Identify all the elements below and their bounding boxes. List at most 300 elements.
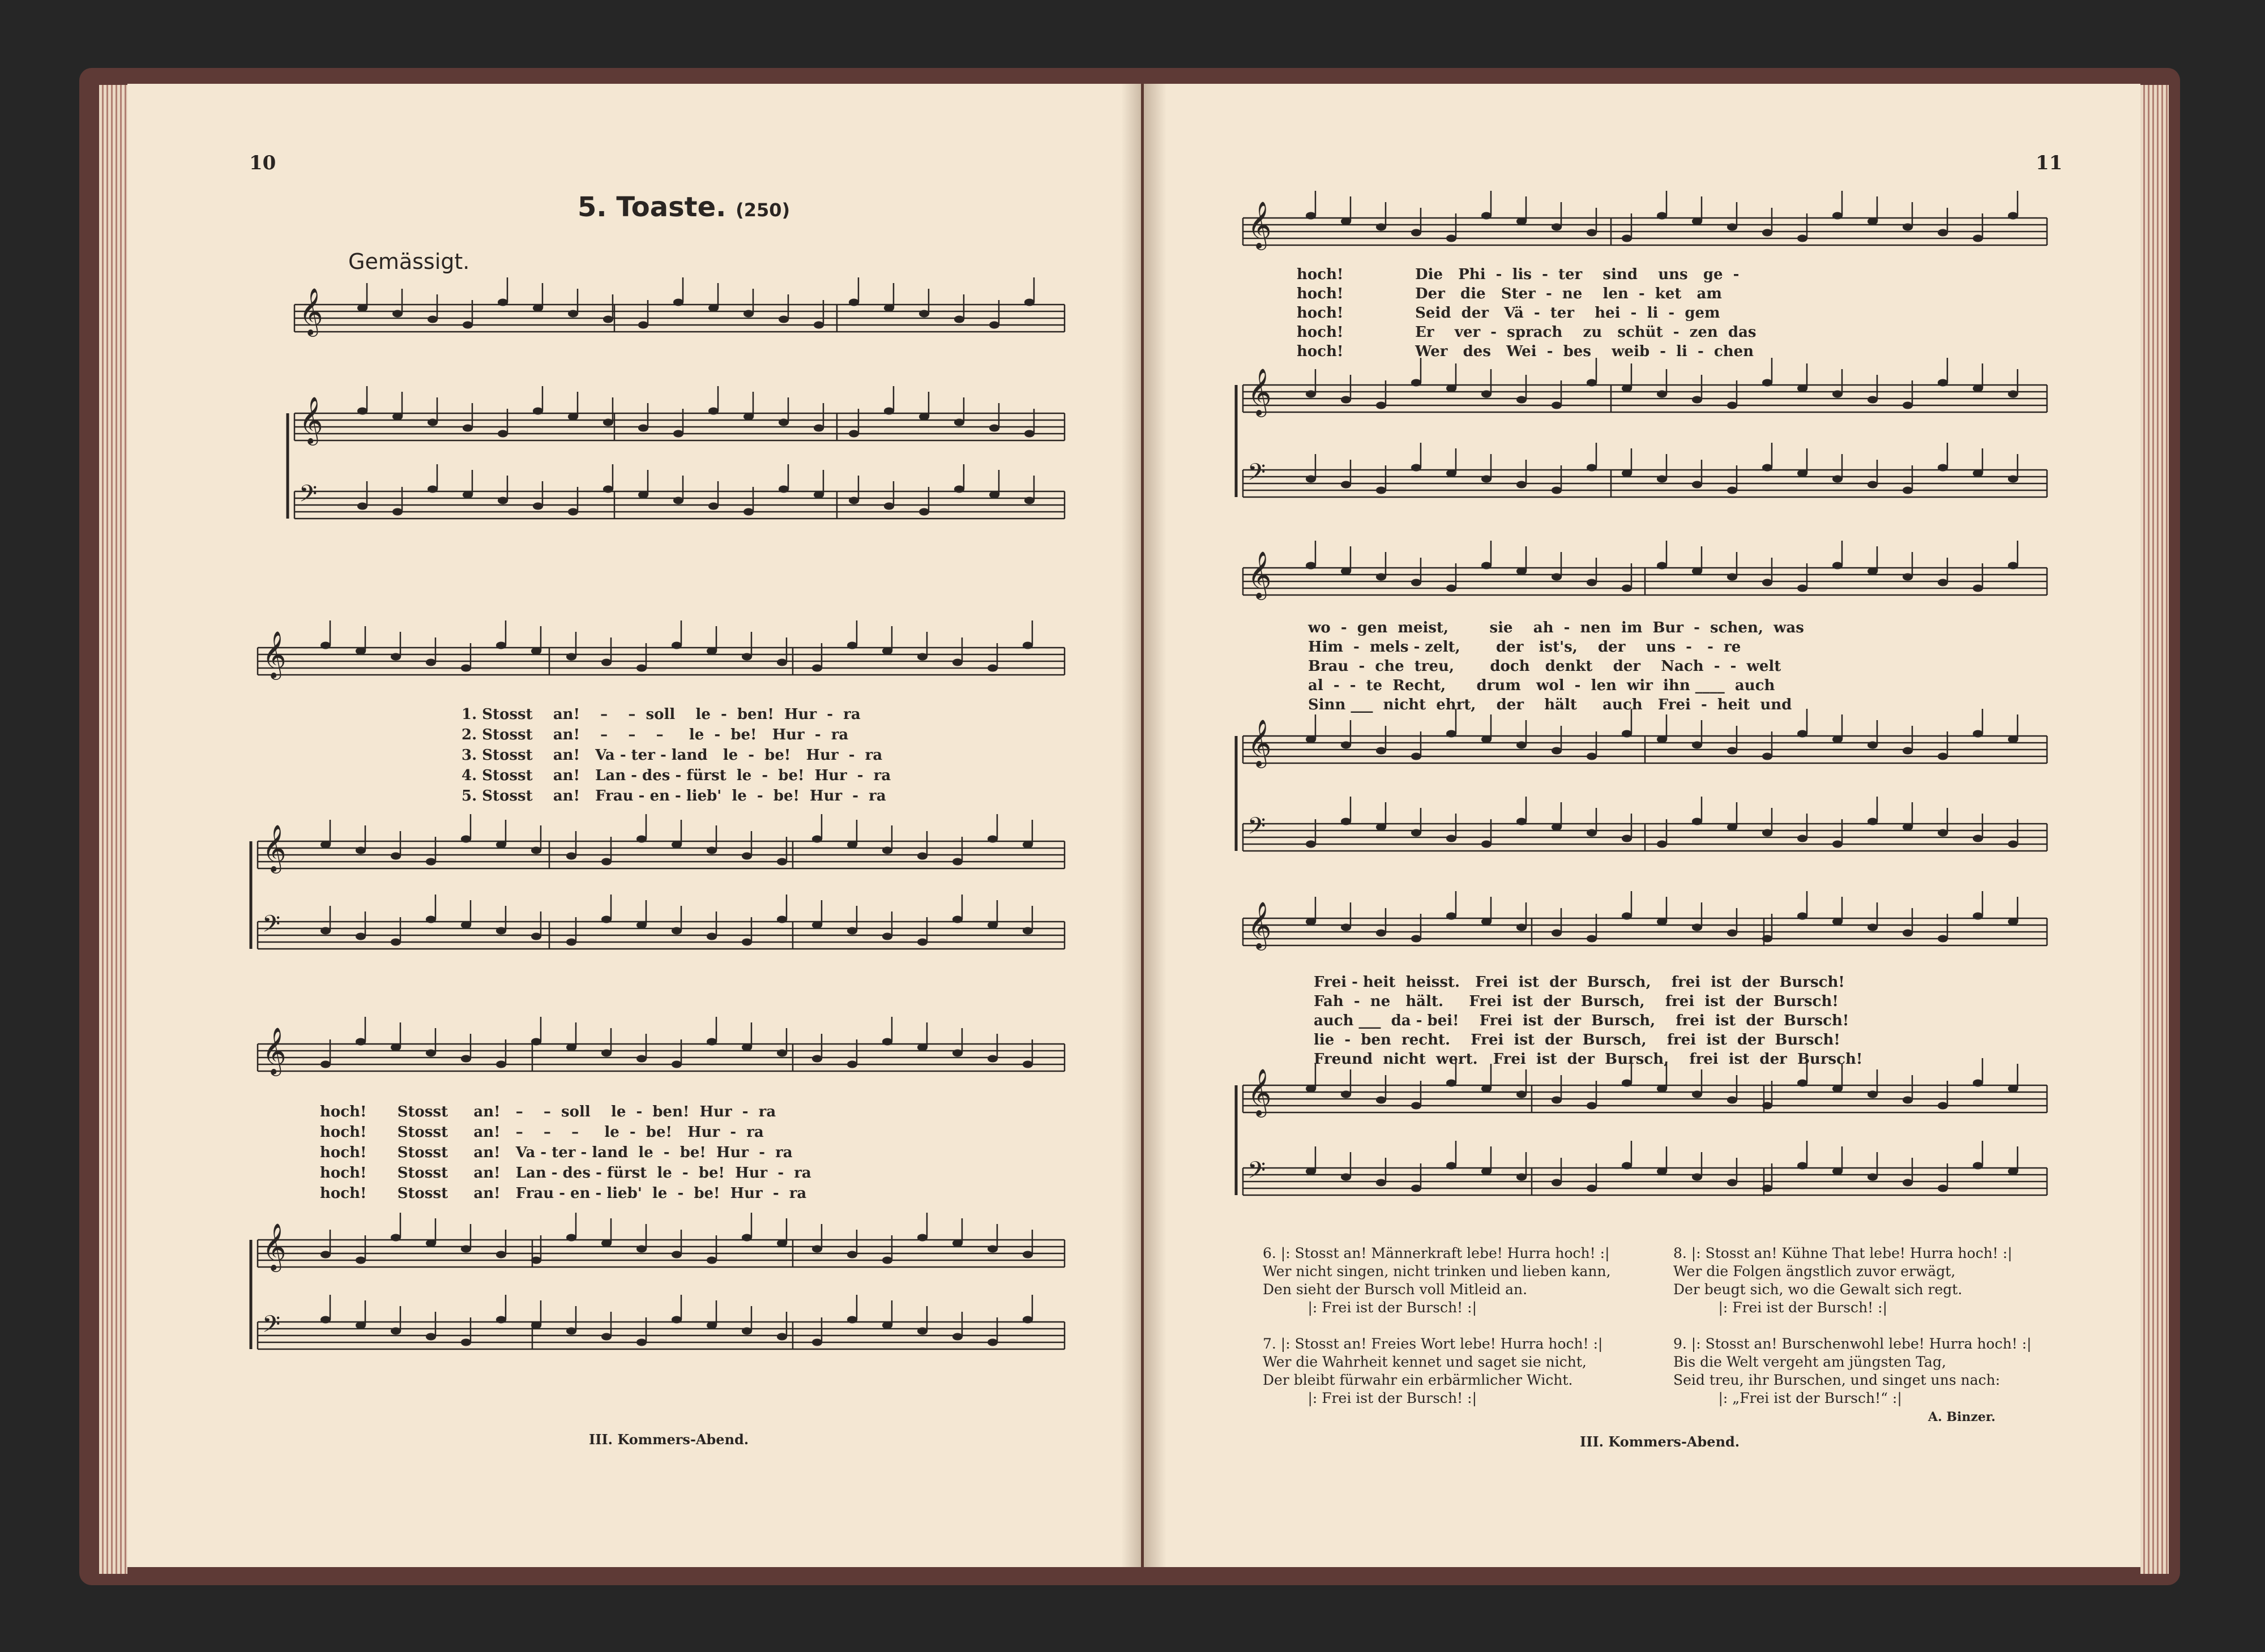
note-head <box>392 310 403 318</box>
song-title-number: (250) <box>736 199 790 221</box>
note-head <box>1516 568 1527 575</box>
note-head <box>1832 562 1843 570</box>
lyric-line: Frei - heit heisst. Frei ist der Bursch, frei ist der Bursch! <box>1314 974 1845 991</box>
note-head <box>1867 924 1878 931</box>
note-head <box>1727 747 1737 755</box>
note-head <box>1797 235 1807 242</box>
note-head <box>1762 1185 1772 1192</box>
note-head <box>1516 818 1527 825</box>
note-head <box>1481 476 1492 483</box>
note-head <box>952 1333 963 1341</box>
note-head <box>356 1322 366 1329</box>
note-head <box>1481 562 1492 570</box>
note-head <box>426 1333 436 1341</box>
note-head <box>496 1316 506 1324</box>
note-head <box>1622 1162 1632 1170</box>
note-head <box>531 648 541 655</box>
note-head <box>1938 229 1948 237</box>
note-head <box>638 491 648 499</box>
treble-clef-icon: 𝄞 <box>1247 200 1272 248</box>
treble-clef-icon: 𝄞 <box>262 630 287 678</box>
note-head <box>1657 562 1667 570</box>
note-head <box>392 508 403 516</box>
note-head <box>1411 579 1421 587</box>
note-head <box>1692 218 1702 225</box>
note-head <box>1587 1185 1597 1192</box>
note-head <box>461 922 471 929</box>
note-head <box>1376 747 1386 755</box>
note-head <box>1376 224 1386 231</box>
note-head <box>1973 235 1983 242</box>
note-head <box>1306 841 1316 848</box>
note-head <box>496 841 506 849</box>
note-head <box>568 508 578 516</box>
note-head <box>426 916 436 923</box>
note-head <box>496 1251 506 1259</box>
note-head <box>989 322 999 329</box>
note-head <box>814 491 824 499</box>
note-head <box>1692 924 1702 931</box>
note-head <box>498 299 508 306</box>
note-head <box>428 419 438 426</box>
note-head <box>777 1050 787 1057</box>
note-head <box>1341 1091 1351 1098</box>
note-head <box>1762 579 1772 587</box>
note-head <box>463 491 473 499</box>
note-head <box>2008 476 2018 483</box>
song-title-text: 5. Toaste. <box>578 191 726 223</box>
note-head <box>357 408 367 415</box>
note-head <box>672 927 682 935</box>
bass-clef-icon: 𝄢 <box>262 1311 281 1343</box>
note-head <box>1516 396 1527 404</box>
note-head <box>2008 918 2018 926</box>
note-head <box>1832 841 1843 848</box>
note-head <box>849 497 859 504</box>
note-head <box>601 659 612 666</box>
note-head <box>1587 753 1597 760</box>
note-head <box>742 939 752 946</box>
note-head <box>917 939 928 946</box>
note-head <box>988 1055 998 1063</box>
note-head <box>882 1038 892 1046</box>
note-head <box>496 927 506 935</box>
note-head <box>1341 818 1351 825</box>
note-head <box>812 665 822 672</box>
note-head <box>1938 379 1948 387</box>
note-head <box>1552 224 1562 231</box>
note-head <box>568 413 578 421</box>
note-head <box>707 1038 717 1046</box>
note-head <box>1797 913 1807 920</box>
note-head <box>1797 835 1807 842</box>
note-head <box>1903 1097 1913 1104</box>
note-head <box>1973 470 1983 477</box>
note-head <box>1552 1097 1562 1104</box>
note-head <box>673 430 683 438</box>
note-head <box>1657 1085 1667 1093</box>
lyric-line: Freund nicht wert. Frei ist der Bursch, frei ist der Bursch! <box>1314 1051 1863 1068</box>
note-head <box>917 1328 928 1335</box>
note-head <box>777 1333 787 1341</box>
note-head <box>1376 487 1386 494</box>
note-head <box>1973 835 1983 842</box>
note-head <box>603 316 613 323</box>
note-head <box>989 425 999 432</box>
lyric-line: hoch! Er ver - sprach zu schüt - zen das <box>1297 324 1757 341</box>
verse-line: Der beugt sich, wo die Gewalt sich regt. <box>1673 1281 1963 1298</box>
note-head <box>636 836 647 843</box>
verse-line: 9. |: Stosst an! Burschenwohl lebe! Hurra hoch! :| <box>1673 1336 2032 1352</box>
note-head <box>1762 379 1772 387</box>
note-head <box>814 322 824 329</box>
note-head <box>533 503 543 510</box>
note-head <box>1973 913 1983 920</box>
note-head <box>1903 487 1913 494</box>
note-head <box>1446 835 1456 842</box>
note-head <box>1762 935 1772 943</box>
note-head <box>812 1246 822 1253</box>
note-head <box>1903 224 1913 231</box>
note-head <box>1797 470 1807 477</box>
lyric-line: hoch! Stosst an! Frau - en - lieb' le - be! Hur - ra <box>320 1185 807 1202</box>
note-head <box>391 1328 401 1335</box>
note-head <box>1867 396 1878 404</box>
note-head <box>463 322 473 329</box>
note-head <box>496 1061 506 1068</box>
note-head <box>742 853 752 860</box>
note-head <box>743 508 754 516</box>
note-head <box>672 642 682 649</box>
treble-clef-icon: 𝄞 <box>1247 718 1272 766</box>
note-head <box>988 1246 998 1253</box>
note-head <box>847 841 857 849</box>
note-head <box>1903 574 1913 581</box>
note-head <box>988 665 998 672</box>
note-head <box>601 916 612 923</box>
note-head <box>673 497 683 504</box>
note-head <box>1552 402 1562 409</box>
note-head <box>533 305 543 312</box>
treble-clef-icon: 𝄞 <box>262 1026 287 1074</box>
note-head <box>672 841 682 849</box>
note-head <box>1903 824 1913 831</box>
note-head <box>1516 1091 1527 1098</box>
note-head <box>1657 212 1667 220</box>
note-head <box>1516 1174 1527 1181</box>
note-head <box>2008 736 2018 743</box>
note-head <box>707 648 717 655</box>
note-head <box>1552 930 1562 937</box>
note-head <box>1411 753 1421 760</box>
note-head <box>1341 481 1351 489</box>
note-head <box>1481 1085 1492 1093</box>
note-head <box>1797 385 1807 392</box>
treble-clef-icon: 𝄞 <box>299 287 323 335</box>
note-head <box>884 503 894 510</box>
note-head <box>1762 1102 1772 1110</box>
note-head <box>1587 829 1597 837</box>
note-head <box>391 1044 401 1051</box>
bass-clef-icon: 𝄢 <box>1247 812 1266 845</box>
note-head <box>919 413 929 421</box>
verse-line: Bis die Welt vergeht am jüngsten Tag, <box>1673 1354 1946 1370</box>
note-head <box>882 1322 892 1329</box>
note-head <box>812 1055 822 1063</box>
note-head <box>320 1251 331 1259</box>
note-head <box>636 922 647 929</box>
note-head <box>882 1257 892 1264</box>
note-head <box>1306 476 1316 483</box>
note-head <box>1481 918 1492 926</box>
note-head <box>1587 379 1597 387</box>
note-head <box>1411 935 1421 943</box>
note-head <box>1622 1080 1632 1087</box>
note-head <box>461 1339 471 1346</box>
note-head <box>463 425 473 432</box>
note-head <box>391 1234 401 1242</box>
note-head <box>1341 1174 1351 1181</box>
note-head <box>356 648 366 655</box>
note-head <box>1762 464 1772 472</box>
note-head <box>1727 824 1737 831</box>
note-head <box>812 836 822 843</box>
lyric-line: Fah - ne hält. Frei ist der Bursch, frei ist der Bursch! <box>1314 993 1839 1010</box>
note-head <box>1622 913 1632 920</box>
note-head <box>531 1257 541 1264</box>
note-head <box>1024 430 1035 438</box>
note-head <box>1832 212 1843 220</box>
note-head <box>1903 930 1913 937</box>
note-head <box>1938 753 1948 760</box>
verse-line: |: Frei ist der Bursch! :| <box>1673 1299 1888 1316</box>
note-head <box>1306 562 1316 570</box>
note-head <box>356 847 366 854</box>
lyric-line: Him - mels - zelt, der ist's, der uns - - re <box>1308 639 1741 656</box>
lyric-line: hoch! Stosst an! – – soll le - ben! Hur - ra <box>320 1103 776 1120</box>
note-head <box>2008 212 2018 220</box>
note-head <box>742 653 752 661</box>
note-head <box>1552 574 1562 581</box>
verse-line: Wer nicht singen, nicht trinken und lieben kann, <box>1263 1263 1611 1279</box>
note-head <box>919 310 929 318</box>
note-head <box>1903 402 1913 409</box>
note-head <box>1727 1097 1737 1104</box>
note-head <box>1516 742 1527 749</box>
note-head <box>1341 742 1351 749</box>
note-head <box>1306 391 1316 398</box>
verse-line: Wer die Wahrheit kennet und saget sie nicht, <box>1263 1354 1587 1370</box>
note-head <box>1411 464 1421 472</box>
note-head <box>672 1316 682 1324</box>
note-head <box>1797 1162 1807 1170</box>
note-head <box>568 310 578 318</box>
note-head <box>1516 481 1527 489</box>
note-head <box>988 922 998 929</box>
lyric-line: lie - ben recht. Frei ist der Bursch, frei ist der Bursch! <box>1314 1032 1840 1048</box>
note-head <box>498 497 508 504</box>
lyric-line: hoch! Seid der Vä - ter hei - li - gem <box>1297 305 1720 322</box>
note-head <box>426 1050 436 1057</box>
note-head <box>496 642 506 649</box>
note-head <box>708 408 719 415</box>
note-head <box>320 841 331 849</box>
note-head <box>779 316 789 323</box>
note-head <box>1832 1085 1843 1093</box>
note-head <box>1411 829 1421 837</box>
note-head <box>1622 385 1632 392</box>
note-head <box>1692 568 1702 575</box>
note-head <box>1023 1061 1033 1068</box>
note-head <box>1657 736 1667 743</box>
note-head <box>1341 924 1351 931</box>
note-head <box>1622 730 1632 738</box>
note-head <box>1832 1168 1843 1175</box>
note-head <box>1692 1174 1702 1181</box>
note-head <box>989 491 999 499</box>
note-head <box>1516 924 1527 931</box>
note-head <box>1867 218 1878 225</box>
note-head <box>461 665 471 672</box>
note-head <box>1446 385 1456 392</box>
note-head <box>531 1038 541 1046</box>
note-head <box>1867 1091 1878 1098</box>
treble-clef-icon: 𝄞 <box>1247 367 1272 415</box>
note-head <box>601 1240 612 1247</box>
note-head <box>1446 470 1456 477</box>
note-head <box>1587 229 1597 237</box>
note-head <box>847 927 857 935</box>
note-head <box>1481 212 1492 220</box>
note-head <box>426 1240 436 1247</box>
note-head <box>743 310 754 318</box>
note-head <box>1657 841 1667 848</box>
note-head <box>2008 562 2018 570</box>
note-head <box>1938 579 1948 587</box>
note-head <box>356 933 366 940</box>
note-head <box>320 1061 331 1068</box>
note-head <box>1832 391 1843 398</box>
note-head <box>1692 818 1702 825</box>
note-head <box>1341 218 1351 225</box>
note-head <box>708 305 719 312</box>
note-head <box>391 939 401 946</box>
note-head <box>1797 585 1807 592</box>
note-head <box>2008 1085 2018 1093</box>
bass-clef-icon: 𝄢 <box>1247 1157 1266 1189</box>
note-head <box>1306 918 1316 926</box>
note-head <box>1376 402 1386 409</box>
page-footer-right: III. Kommers-Abend. <box>1580 1433 1740 1450</box>
note-head <box>1446 913 1456 920</box>
verse-line <box>1673 1317 2032 1335</box>
note-head <box>1692 481 1702 489</box>
note-head <box>917 653 928 661</box>
note-head <box>566 653 576 661</box>
note-head <box>1657 1168 1667 1175</box>
note-head <box>603 486 613 493</box>
note-head <box>1481 841 1492 848</box>
note-head <box>1903 747 1913 755</box>
note-head <box>356 1038 366 1046</box>
note-head <box>812 922 822 929</box>
verse-line: 7. |: Stosst an! Freies Wort lebe! Hurra hoch! :| <box>1263 1336 1603 1352</box>
note-head <box>1481 1168 1492 1175</box>
note-head <box>1657 391 1667 398</box>
note-head <box>1411 1102 1421 1110</box>
note-head <box>742 1328 752 1335</box>
note-head <box>1938 1102 1948 1110</box>
note-head <box>1762 753 1772 760</box>
note-head <box>1657 476 1667 483</box>
note-head <box>882 847 892 854</box>
note-head <box>1411 1185 1421 1192</box>
note-head <box>954 316 964 323</box>
note-head <box>847 642 857 649</box>
note-head <box>2008 841 2018 848</box>
note-head <box>1727 930 1737 937</box>
note-head <box>1797 730 1807 738</box>
note-head <box>320 927 331 935</box>
note-head <box>1727 487 1737 494</box>
note-head <box>1973 385 1983 392</box>
lyric-line: wo - gen meist, sie ah - nen im Bur - schen, was <box>1308 619 1804 636</box>
note-head <box>2008 391 2018 398</box>
note-head <box>1938 935 1948 943</box>
note-head <box>1832 918 1843 926</box>
treble-clef-icon: 𝄞 <box>1247 1068 1272 1115</box>
lyric-line: 5. Stosst an! Frau - en - lieb' le - be! Hur - ra <box>461 788 886 804</box>
note-head <box>1727 402 1737 409</box>
note-head <box>1692 1091 1702 1098</box>
note-head <box>1376 824 1386 831</box>
note-head <box>356 1257 366 1264</box>
note-head <box>988 836 998 843</box>
note-head <box>391 653 401 661</box>
note-head <box>1446 730 1456 738</box>
note-head <box>1446 1162 1456 1170</box>
verse-line <box>1263 1317 1611 1335</box>
note-head <box>1024 299 1035 306</box>
bass-clef-icon: 𝄢 <box>1247 459 1266 491</box>
note-head <box>636 665 647 672</box>
note-head <box>847 1316 857 1324</box>
note-head <box>707 933 717 940</box>
note-head <box>1481 391 1492 398</box>
note-head <box>1692 742 1702 749</box>
verses-column-right <box>1673 1244 2032 1407</box>
note-head <box>708 503 719 510</box>
note-head <box>1023 642 1033 649</box>
note-head <box>1727 1179 1737 1187</box>
note-head <box>533 408 543 415</box>
note-head <box>461 1055 471 1063</box>
note-head <box>2008 1168 2018 1175</box>
note-head <box>884 408 894 415</box>
lyric-line: hoch! Wer des Wei - bes weib - li - chen <box>1297 343 1754 360</box>
note-head <box>603 419 613 426</box>
note-head <box>566 853 576 860</box>
song-title <box>578 191 790 223</box>
note-head <box>1023 927 1033 935</box>
note-head <box>1516 218 1527 225</box>
lyric-line: 1. Stosst an! – – soll le - ben! Hur - ra <box>461 706 861 723</box>
note-head <box>1306 212 1316 220</box>
verse-line: 6. |: Stosst an! Männerkraft lebe! Hurra hoch! :| <box>1263 1245 1610 1261</box>
lyric-line: 3. Stosst an! Va - ter - land le - be! Hur - ra <box>461 747 883 764</box>
page-number-right: 11 <box>2036 152 2063 174</box>
note-head <box>428 486 438 493</box>
